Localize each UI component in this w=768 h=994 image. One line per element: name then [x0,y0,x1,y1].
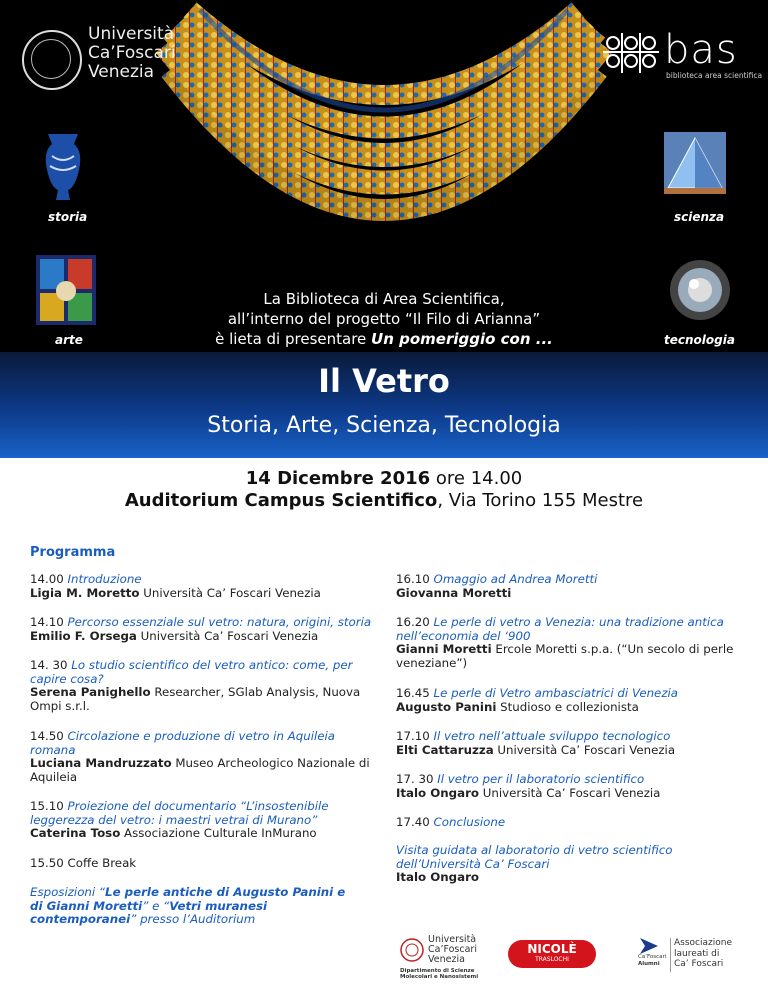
alumni-arrow-icon [640,938,658,954]
program-item: 17.40 Conclusione [396,815,506,829]
stained-glass-icon [36,255,96,325]
hero-banner [0,0,768,458]
vase-icon [40,130,86,202]
program-item: 16.20 Le perle di vetro a Venezia: una tradizione antica nell’economia del ‘900 Gianni Moretti Ercole Moretti s.p.a. (“Un secolo di perle veneziane”) [396,615,734,670]
event-date-venue: 14 Dicembre 2016 ore 14.00 Auditorium Campus Scientifico, Via Torino 155 Mestre [124,468,644,511]
divider [670,938,671,972]
category-tecnologia: tecnologia [664,333,735,347]
program-item: 17.10 Il vetro nell’attuale sviluppo tecnologico Elti Cattaruzza Università Ca’ Foscari Venezia [396,729,676,757]
event-title: Il Vetro [318,362,450,400]
sponsor-nicole-logo: NICOLÈ TRASLOCHI [508,940,596,968]
category-arte: arte [55,333,83,347]
university-seal-inner [31,39,71,79]
university-name: Università Ca’Foscari Venezia [88,24,176,82]
category-scienza: scienza [674,210,725,224]
program-item: 16.45 Le perle di Vetro ambasciatrici di Venezia Augusto Panini Studioso e collezionista [396,686,679,714]
program-item: 16.10 Omaggio ad Andrea Moretti Giovanna Moretti [396,572,598,600]
event-subtitle: Storia, Arte, Scienza, Tecnologia [207,413,561,438]
guided-visit: Visita guidata al laboratorio di vetro scientifico dell’Università Ca’ Foscari Italo Ongaro [396,843,673,884]
exhibition-note: Esposizioni “Le perle antiche di Augusto Panini e di Gianni Moretti” e “Vetri muranesi contemporanei” presso l’Auditorium [30,885,346,926]
university-seal-small-icon [400,938,424,962]
prism-icon [664,132,726,194]
program-item: 15.10 Proiezione del documentario “L’insostenibile leggerezza del vetro: i maestri vetrai di Murano” Caterina Toso Associazione Culturale InMurano [30,799,329,840]
program-item: 14. 30 Lo studio scientifico del vetro antico: come, per capire cosa? Serena Panighello Researcher, SGlab Analysis, Nuova Ompi s.r.l. [30,658,361,713]
bas-wordmark: bas [664,27,738,73]
program-item: 17. 30 Il vetro per il laboratorio scientifico Italo Ongaro Università Ca’ Foscari Venezia [396,772,661,800]
program-item: 14.00 Introduzione Ligia M. Moretto Università Ca’ Foscari Venezia [30,572,321,600]
program-item: 14.10 Percorso essenziale sul vetro: natura, origini, storia Emilio F. Orsega Università Ca’ Foscari Venezia [30,615,372,643]
program-heading: Programma [30,545,116,560]
bas-logo-icon [603,33,659,77]
program-item: 15.50 Coffe Break [30,856,137,870]
bas-subtitle: biblioteca area scientifica [666,71,763,80]
lens-icon [668,258,732,322]
intro-text: La Biblioteca di Area Scientifica, all’interno del progetto “Il Filo di Arianna” è lieta di presentare Un pomeriggio con ... [215,290,553,348]
category-storia: storia [48,210,88,224]
program-item: 14.50 Circolazione e produzione di vetro in Aquileia romana Luciana Mandruzzato Museo Archeologico Nazionale di Aquileia [30,729,370,784]
